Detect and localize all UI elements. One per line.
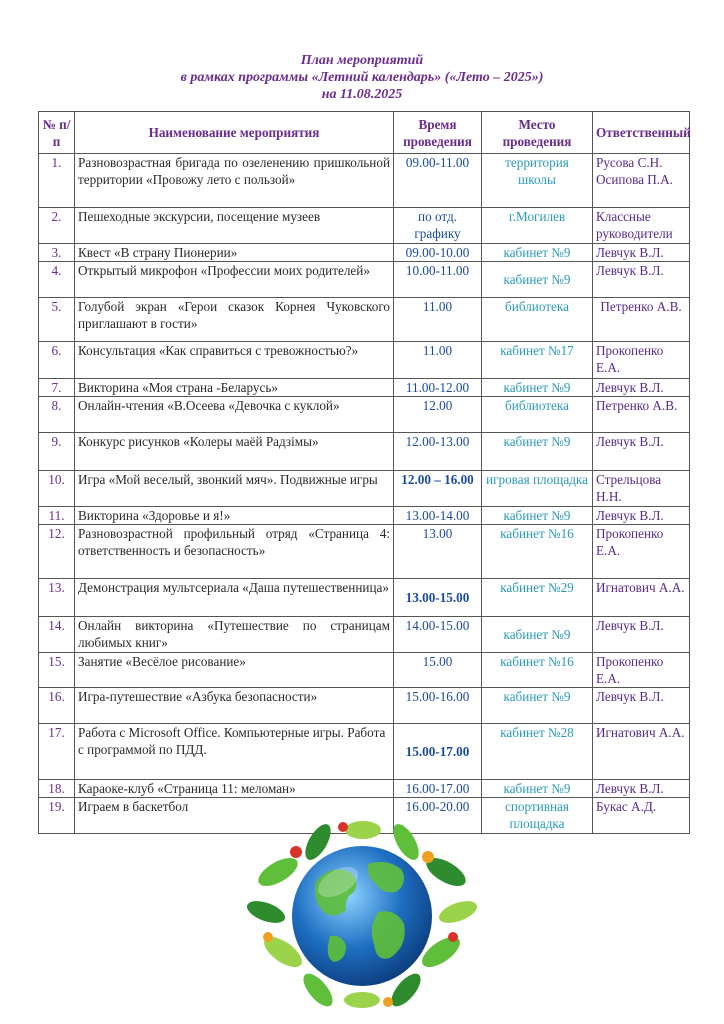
table-row: [39, 208, 690, 244]
row-number: 16.: [39, 688, 75, 724]
event-name: Онлайн викторина «Путешествие по страницам любимых книг»: [75, 617, 394, 653]
event-time: 10.00-11.00: [394, 262, 482, 298]
event-responsible: Петренко А.В.: [593, 298, 690, 342]
event-time: 13.00: [394, 525, 482, 579]
event-time: 12.00: [394, 397, 482, 433]
title-line-3: на 11.08.2025: [321, 87, 403, 102]
event-responsible: Букас А.Д.: [593, 798, 690, 834]
globe-icon: [238, 812, 486, 1012]
event-responsible: Игнатович А.А.: [593, 579, 690, 617]
table-row: [39, 298, 690, 342]
table-row: [39, 244, 690, 262]
event-name: Разновозрастной профильный отряд «Страница 4: ответственность и безопасность»: [75, 525, 394, 579]
event-responsible: Левчук В.Л.: [593, 433, 690, 471]
event-responsible: Прокопенко Е.А.: [593, 525, 690, 579]
row-number: 12.: [39, 525, 75, 579]
event-time: 11.00: [394, 298, 482, 342]
event-responsible: Левчук В.Л.: [593, 262, 690, 298]
event-responsible: Левчук В.Л.: [593, 507, 690, 525]
table-row: [39, 688, 690, 724]
event-name: Игра-путешествие «Азбука безопасности»: [75, 688, 394, 724]
event-responsible: Левчук В.Л.: [593, 688, 690, 724]
row-number: 19.: [39, 798, 75, 834]
event-name: Онлайн-чтения «В.Осеева «Девочка с куклой»: [75, 397, 394, 433]
event-name: Викторина «Здоровье и я!»: [75, 507, 394, 525]
event-place: библиотека: [482, 298, 593, 342]
event-place: территория школы: [482, 154, 593, 208]
event-place: библиотека: [482, 397, 593, 433]
event-time: 12.00 – 16.00: [394, 471, 482, 507]
event-name: Конкурс рисунков «Колеры маёй Радзімы»: [75, 433, 394, 471]
event-place: кабинет №17: [482, 342, 593, 379]
row-number: 7.: [39, 379, 75, 397]
event-place: кабинет №9: [482, 433, 593, 471]
table-row: [39, 154, 690, 208]
header-name: Наименование мероприятия: [75, 112, 394, 154]
table-header-row: [39, 112, 690, 154]
event-responsible: Стрельцова Н.Н.: [593, 471, 690, 507]
event-responsible: Левчук В.Л.: [593, 617, 690, 653]
event-time: 15.00-17.00: [394, 724, 482, 780]
row-number: 11.: [39, 507, 75, 525]
event-responsible: Классные руководители: [593, 208, 690, 244]
document-title: [0, 52, 724, 103]
header-time: Время проведения: [394, 112, 482, 154]
event-name: Занятие «Весёлое рисование»: [75, 653, 394, 688]
event-place: кабинет №29: [482, 579, 593, 617]
event-place: игровая площадка: [482, 471, 593, 507]
event-name: Викторина «Моя страна -Беларусь»: [75, 379, 394, 397]
row-number: 9.: [39, 433, 75, 471]
event-place: кабинет №16: [482, 653, 593, 688]
table-row: [39, 507, 690, 525]
table-row: [39, 262, 690, 298]
event-time: 14.00-15.00: [394, 617, 482, 653]
row-number: 15.: [39, 653, 75, 688]
events-table: [38, 111, 690, 834]
row-number: 1.: [39, 154, 75, 208]
event-name: Играем в баскетбол: [75, 798, 394, 834]
event-name: Квест «В страну Пионерии»: [75, 244, 394, 262]
event-place: кабинет №9: [482, 507, 593, 525]
row-number: 3.: [39, 244, 75, 262]
row-number: 4.: [39, 262, 75, 298]
table-row: [39, 379, 690, 397]
event-time: 09.00-10.00: [394, 244, 482, 262]
event-responsible: Левчук В.Л.: [593, 244, 690, 262]
event-place: спортивная площадка: [482, 798, 593, 834]
row-number: 8.: [39, 397, 75, 433]
event-responsible: Игнатович А.А.: [593, 724, 690, 780]
globe-leaves-illustration: [238, 812, 486, 1012]
row-number: 18.: [39, 780, 75, 798]
globe-sphere: [292, 846, 432, 986]
row-number: 17.: [39, 724, 75, 780]
row-number: 14.: [39, 617, 75, 653]
event-name: Консультация «Как справиться с тревожностью?»: [75, 342, 394, 379]
event-responsible: Русова С.Н. Осипова П.А.: [593, 154, 690, 208]
event-place: кабинет №9: [482, 617, 593, 653]
event-responsible: Левчук В.Л.: [593, 780, 690, 798]
table-row: [39, 525, 690, 579]
title-line-2: в рамках программы «Летний календарь» («Лето – 2025»): [180, 70, 544, 85]
event-name: Игра «Мой веселый, звонкий мяч». Подвижные игры: [75, 471, 394, 507]
event-place: кабинет №9: [482, 379, 593, 397]
event-name: Пешеходные экскурсии, посещение музеев: [75, 208, 394, 244]
table-row: [39, 780, 690, 798]
event-time: по отд. графику: [394, 208, 482, 244]
table-row: [39, 471, 690, 507]
event-place: кабинет №9: [482, 780, 593, 798]
table-row: [39, 342, 690, 379]
event-time: 15.00: [394, 653, 482, 688]
row-number: 5.: [39, 298, 75, 342]
event-place: г.Могилев: [482, 208, 593, 244]
table-row: [39, 617, 690, 653]
event-time: 11.00: [394, 342, 482, 379]
title-line-1: План мероприятий: [300, 53, 424, 68]
event-responsible: Левчук В.Л.: [593, 379, 690, 397]
header-num: № п/п: [39, 112, 75, 154]
row-number: 2.: [39, 208, 75, 244]
event-place: кабинет №9: [482, 244, 593, 262]
header-place: Место проведения: [482, 112, 593, 154]
event-name: Открытый микрофон «Профессии моих родителей»: [75, 262, 394, 298]
event-place: кабинет №9: [482, 688, 593, 724]
event-responsible: Петренко А.В.: [593, 397, 690, 433]
row-number: 10.: [39, 471, 75, 507]
row-number: 13.: [39, 579, 75, 617]
event-place: кабинет №16: [482, 525, 593, 579]
event-name: Голубой экран «Герои сказок Корнея Чуковского приглашают в гости»: [75, 298, 394, 342]
table-row: [39, 653, 690, 688]
event-responsible: Прокопенко Е.А.: [593, 653, 690, 688]
event-responsible: Прокопенко Е.А.: [593, 342, 690, 379]
event-name: Разновозрастная бригада по озеленению пришкольной территории «Провожу лето с пользой»: [75, 154, 394, 208]
event-time: 13.00-14.00: [394, 507, 482, 525]
event-time: 09.00-11.00: [394, 154, 482, 208]
table-row: [39, 579, 690, 617]
event-time: 15.00-16.00: [394, 688, 482, 724]
row-number: 6.: [39, 342, 75, 379]
event-name: Караоке-клуб «Страница 11: меломан»: [75, 780, 394, 798]
table-row: [39, 397, 690, 433]
event-name: Работа с Microsoft Office. Компьютерные игры. Работа с программой по ПДД.: [75, 724, 394, 780]
event-name: Демонстрация мультсериала «Даша путешественница»: [75, 579, 394, 617]
event-place: кабинет №28: [482, 724, 593, 780]
header-responsible: Ответственный: [593, 112, 690, 154]
event-time: 16.00-17.00: [394, 780, 482, 798]
event-time: 12.00-13.00: [394, 433, 482, 471]
event-time: 16.00-20.00: [394, 798, 482, 834]
table-row: [39, 724, 690, 780]
event-time: 11.00-12.00: [394, 379, 482, 397]
table-row: [39, 433, 690, 471]
event-time: 13.00-15.00: [394, 579, 482, 617]
event-place: кабинет №9: [482, 262, 593, 298]
